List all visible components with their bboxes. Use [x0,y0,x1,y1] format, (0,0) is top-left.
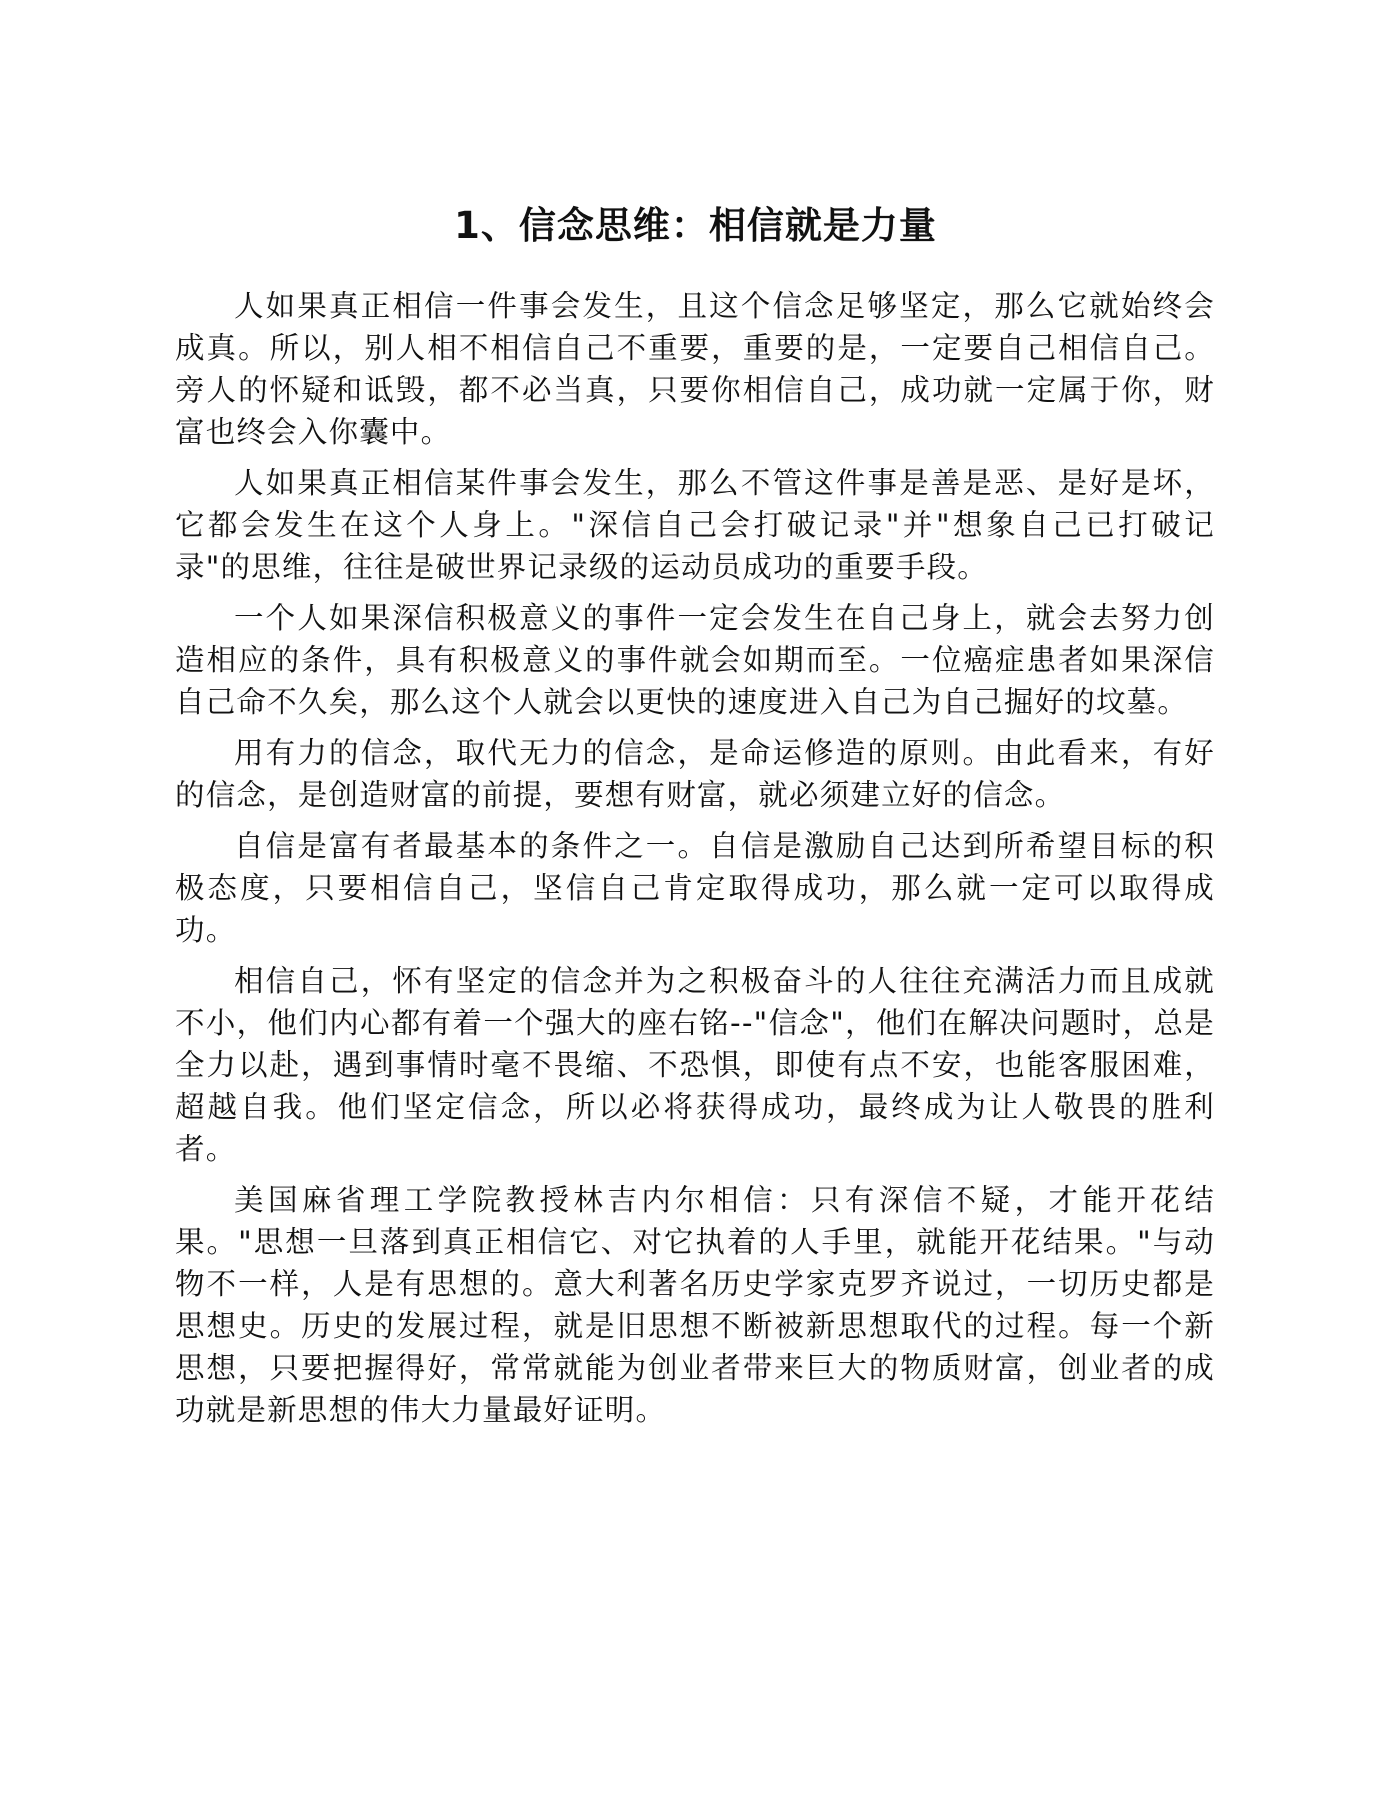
body-text [175,285,1215,1440]
paragraph: 人如果真正相信某件事会发生，那么不管这件事是善是恶、是好是坏，它都会发生在这个人身上。"深信自己会打破记录"并"想象自己已打破记录"的思维，往往是破世界记录级的运动员成功的重要手段。 [175,466,1215,584]
paragraph: 相信自己，怀有坚定的信念并为之积极奋斗的人往往充满活力而且成就不小，他们内心都有着一个强大的座右铭--"信念"，他们在解决问题时，总是全力以赴，遇到事情时毫不畏缩、不恐惧，即使有点不安，也能客服困难，超越自我。他们坚定信念，所以必将获得成功，最终成为让人敬畏的胜利者。 [175,964,1215,1166]
paragraph: 美国麻省理工学院教授林吉内尔相信：只有深信不疑，才能开花结果。"思想一旦落到真正相信它、对它执着的人手里，就能开花结果。"与动物不一样，人是有思想的。意大利著名历史学家克罗齐说过，一切历史都是思想史。历史的发展过程，就是旧思想不断被新思想取代的过程。每一个新思想，只要把握得好，常常就能为创业者带来巨大的物质财富，创业者的成功就是新思想的伟大力量最好证明。 [175,1183,1215,1427]
paragraph: 自信是富有者最基本的条件之一。自信是激励自己达到所希望目标的积极态度，只要相信自己，坚信自己肯定取得成功，那么就一定可以取得成功。 [175,829,1215,947]
paragraph: 人如果真正相信一件事会发生，且这个信念足够坚定，那么它就始终会成真。所以，别人相不相信自己不重要，重要的是，一定要自己相信自己。旁人的怀疑和诋毁，都不必当真，只要你相信自己，成功就一定属于你，财富也终会入你囊中。 [175,289,1215,449]
paragraph: 用有力的信念，取代无力的信念，是命运修造的原则。由此看来，有好的信念，是创造财富的前提，要想有财富，就必须建立好的信念。 [175,736,1215,812]
page-title: 1、信念思维：相信就是力量 [454,204,937,247]
paragraph: 一个人如果深信积极意义的事件一定会发生在自己身上，就会去努力创造相应的条件，具有积极意义的事件就会如期而至。一位癌症患者如果深信自己命不久矣，那么这个人就会以更快的速度进入自己为自己掘好的坟墓。 [175,601,1215,719]
